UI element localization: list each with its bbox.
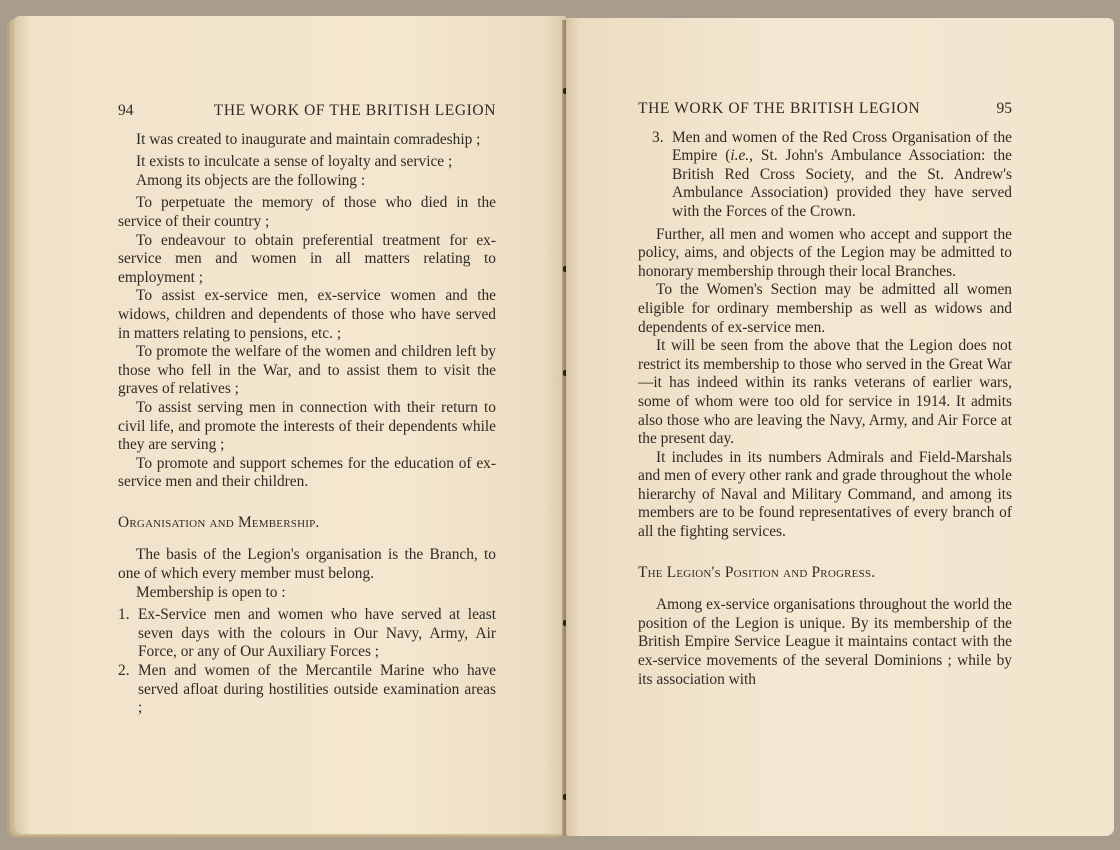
paragraph: To perpetuate the memory of those who died in the service of their country ; [118, 194, 496, 230]
section-heading: Organisation and Membership. [118, 513, 320, 531]
running-head: THE WORK OF THE BRITISH LEGION [213, 102, 496, 119]
paragraph: To promote the welfare of the women and children left by those who fell in the War, and to assist them to visit the graves of relatives ; [118, 343, 496, 398]
paragraph: It will be seen from the above that the Legion does not restrict its membership to those who served in the Great War—it has indeed within its ranks veterans of earlier wars, some of whom were too old for service in 1914. It admits also those who are leaving the Navy, Army, and Air Force at the present day. [638, 337, 1012, 448]
paragraph: It exists to inculcate a sense of loyalty and service ; [136, 153, 453, 171]
list-text: Ex-Service men and women who have served at least seven days with the colours in Our Navy, Army, Air Force, or any of Our Auxiliary Forces ; [138, 606, 496, 661]
paragraph: The basis of the Legion's organisation is the Branch, to one of which every member must belong. [118, 546, 496, 583]
page-number: 95 [996, 100, 1012, 117]
paragraph: To the Women's Section may be admitted all women eligible for ordinary membership as well as widows and dependents of ex-service men. [638, 281, 1012, 336]
left-running-header [118, 102, 496, 121]
section-heading: The Legion's Position and Progress. [638, 563, 876, 581]
list-text [672, 129, 1012, 222]
page-number: 94 [118, 102, 134, 119]
right-running-header [638, 100, 1012, 119]
paragraph: Further, all men and women who accept and support the policy, aims, and objects of the Legion may be admitted to honorary membership through their local Branches. [638, 225, 1012, 280]
paragraph: Among its objects are the following : [136, 171, 366, 189]
list-text-after: St. John's Ambulance Association: the British Red Cross Society, and the St. Andrew's Ambulance Association) provided they have served with the Forces of the Crown. [672, 147, 1012, 220]
paragraph: To promote and support schemes for the education of ex-service men and their children. [118, 454, 496, 491]
list-item [118, 662, 496, 718]
right-page [566, 18, 1114, 836]
list-marker: 2. [118, 662, 130, 680]
list-text-before: Men and women of the Red Cross Organisation of the Empire ( [672, 128, 1012, 165]
list-text: Men and women of the Mercantile Marine who have served afloat during hostilities outside examination areas ; [138, 662, 496, 717]
paragraph: It includes in its numbers Admirals and Field-Marshals and men of every other rank and grade throughout the whole hierarchy of Naval and Military Command, and among its members are to be found representatives of every branch of all the fighting services. [638, 448, 1012, 541]
list-item [118, 606, 496, 662]
right-page-text [638, 100, 1012, 689]
paragraph: Membership is open to : [136, 583, 286, 601]
list-marker: 1. [118, 606, 130, 624]
left-page-text [118, 102, 496, 718]
list-text-italic: i.e., [730, 147, 753, 165]
paragraph: To assist ex-service men, ex-service women and the widows, children and dependents of those who have served in matters relating to pensions, etc. ; [118, 287, 496, 342]
paragraph: To assist serving men in connection with their return to civil life, and promote the interests of their dependents while they are serving ; [118, 398, 496, 454]
list-item [638, 129, 1012, 222]
running-head: THE WORK OF THE BRITISH LEGION [638, 100, 921, 117]
paragraph: To endeavour to obtain preferential treatment for ex-service men and women in all matters relating to employment ; [118, 231, 496, 286]
paragraph: It was created to inaugurate and maintain comradeship ; [136, 130, 481, 148]
left-page [14, 16, 566, 834]
book-spread [6, 8, 1116, 844]
paragraph: Among ex-service organisations throughout the world the position of the Legion is unique. By its membership of the British Empire Service League it maintains contact with the ex-service movements of the several Dominions ; while by its association with [638, 596, 1012, 688]
list-marker: 3. [652, 128, 664, 146]
